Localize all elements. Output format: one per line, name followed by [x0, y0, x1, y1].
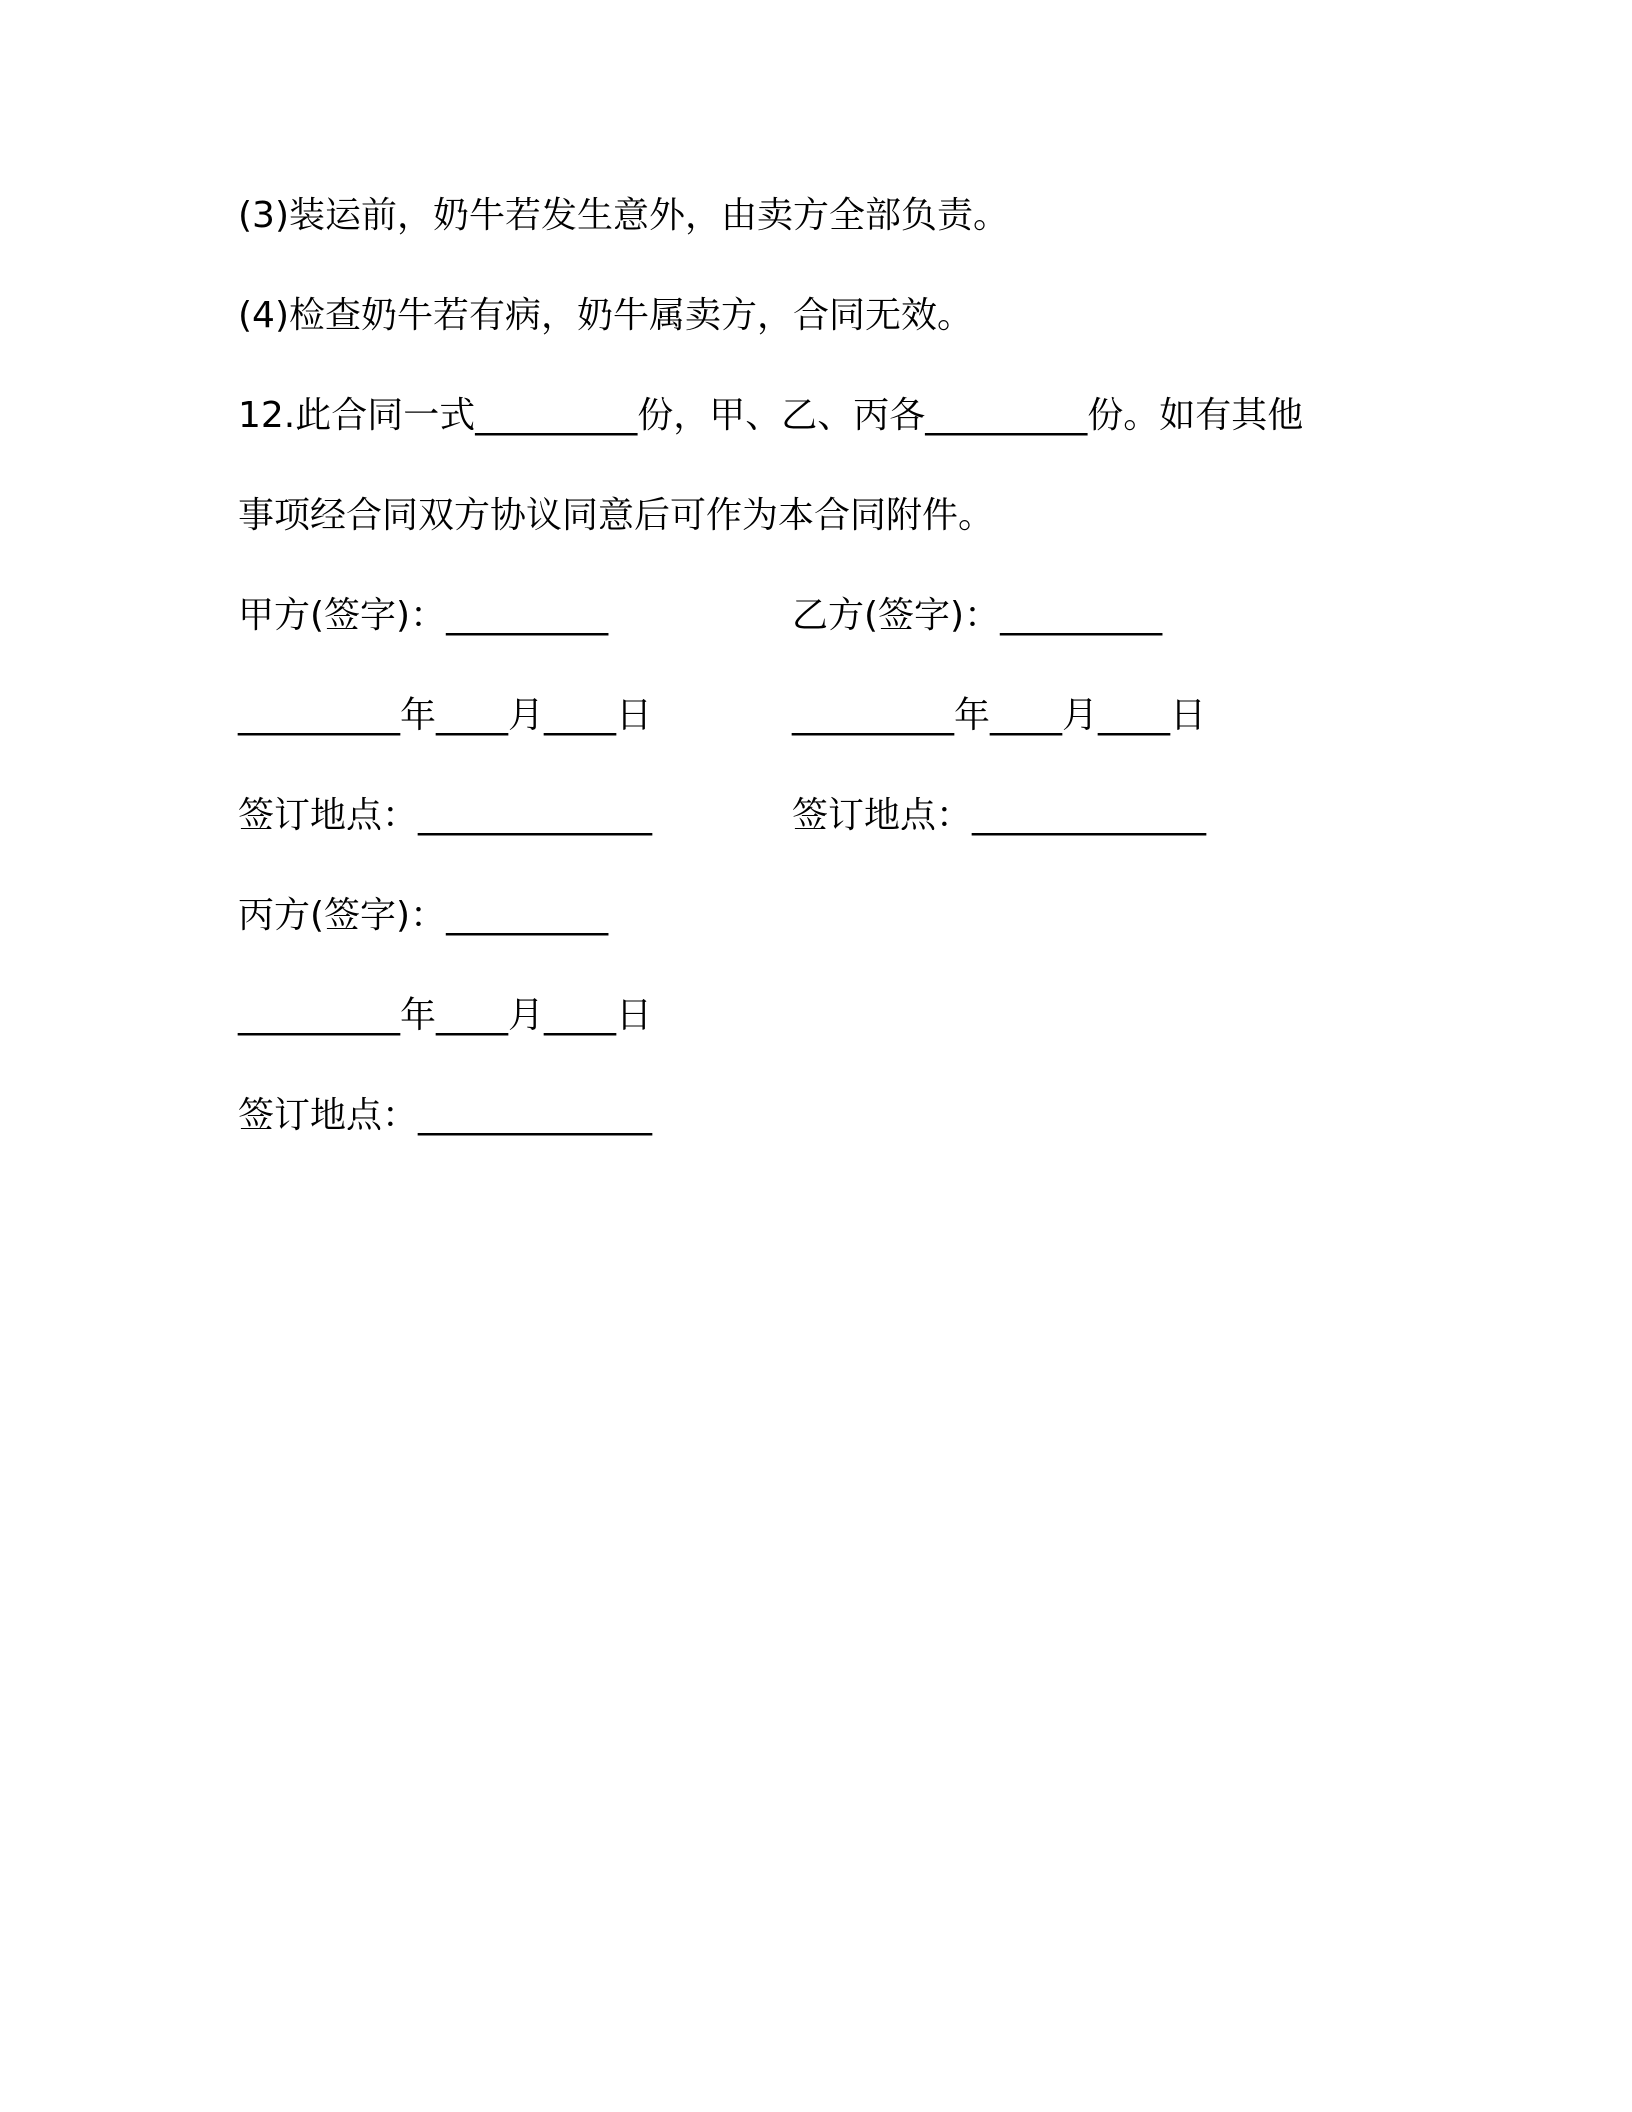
clause-item-12-line-1: 12.此合同一式_________份，甲、乙、丙各_________份。如有其他: [238, 395, 1304, 436]
party-a-place: 签订地点：_____________: [238, 795, 653, 836]
party-c-date: _________年____月____日: [238, 995, 652, 1036]
party-b-place: 签订地点：_____________: [792, 795, 1207, 836]
party-a-date: _________年____月____日: [238, 695, 652, 736]
clause-item-4: (4)检查奶牛若有病，奶牛属卖方，合同无效。: [238, 295, 973, 336]
clause-item-3: (3)装运前，奶牛若发生意外，由卖方全部负责。: [238, 195, 1009, 236]
party-b-date: _________年____月____日: [792, 695, 1206, 736]
party-a-signature: 甲方(签字)：_________: [238, 595, 609, 636]
party-c-place: 签订地点：_____________: [238, 1095, 653, 1136]
clause-item-12-line-2: 事项经合同双方协议同意后可作为本合同附件。: [238, 495, 995, 536]
party-b-signature: 乙方(签字)：_________: [792, 595, 1163, 636]
party-c-signature: 丙方(签字)：_________: [238, 895, 609, 936]
